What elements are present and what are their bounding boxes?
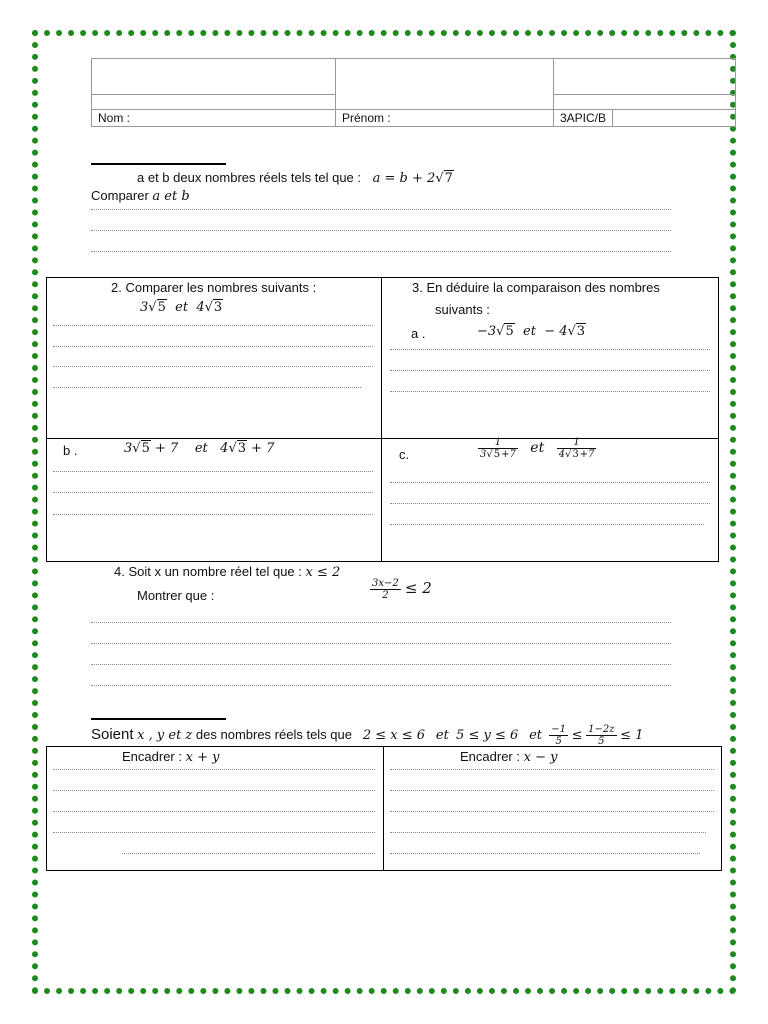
q4-show: Montrer que :	[137, 588, 215, 603]
ex1-compare: Comparer a et b	[91, 188, 190, 204]
answer-line	[91, 251, 671, 252]
prenom-field: Prénom :	[336, 110, 554, 127]
q4-label: 4. Soit x un nombre réel tel que : x ≤ 2	[114, 564, 341, 580]
q4-inequality: $\frac{3x-2}{2}$ ≤ 2	[372, 578, 432, 601]
questions-grid	[46, 277, 719, 562]
q3-a-label: a .	[411, 326, 426, 341]
header-table	[91, 58, 736, 127]
qc-label: c.	[399, 447, 410, 462]
qc-expr: $\frac{1}{3√5+7}$ et $\frac{1}{4√3+7}$	[480, 437, 595, 460]
class-label: 3APIC/B	[554, 110, 613, 127]
qb-expr: 3√5 + 7 et 4√3 + 7	[124, 441, 275, 456]
q3-a-expr: −3√5 et − 4√3	[477, 324, 586, 339]
answer-line	[91, 230, 671, 231]
nom-field: Nom :	[92, 110, 336, 127]
qb-label: b .	[63, 443, 78, 458]
exercise2-title-underline	[91, 718, 226, 720]
q3-label2: suivants :	[435, 302, 490, 317]
exercise-title-underline	[91, 163, 226, 165]
ex2-statement: Soient x , y et z des nombres réels tels que 2 ≤ x ≤ 6 et 5 ≤ y ≤ 6 et $\frac{-1}{5}$ ≤ $\frac{1-2z}{5}$ ≤ 1	[91, 724, 644, 747]
q3-label: 3. En déduire la comparaison des nombres	[412, 280, 660, 295]
answer-line	[91, 209, 671, 210]
q2-expr: 3√5 et 4√3	[140, 300, 223, 315]
q2-label: 2. Comparer les nombres suivants :	[111, 280, 317, 295]
encadrer-left: Encadrer : x + y	[122, 749, 220, 765]
encadrer-right: Encadrer : x − y	[460, 749, 558, 765]
ex1-intro: a et b deux nombres réels tels tel que : a = b + 2√7	[137, 170, 453, 186]
